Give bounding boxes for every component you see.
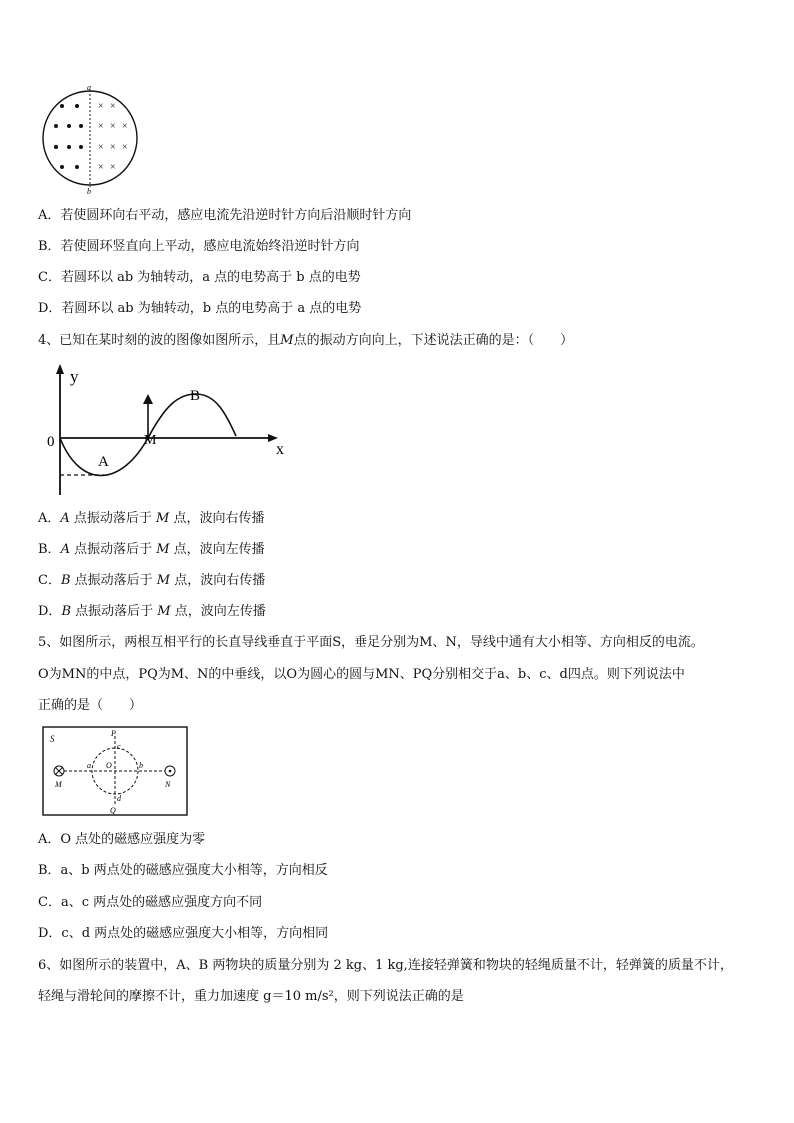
q4-option-c: C．B 点振动落后于 M 点，波向右传播 xyxy=(38,573,266,588)
q5-option-c: C．a、c 两点处的磁感应强度方向不同 xyxy=(38,895,263,910)
crosses-into-page xyxy=(98,101,128,173)
q5-option-a: A．O 点处的磁感应强度为零 xyxy=(38,832,206,847)
label-b: b xyxy=(87,187,91,196)
label-a: a xyxy=(87,83,91,92)
q4-stem: 4、已知在某时刻的波的图像如图所示，且M点的振动方向向上，下述说法正确的是：（ ） xyxy=(38,333,574,348)
y-axis-label: y xyxy=(70,367,79,386)
point-b-label: B xyxy=(190,388,201,404)
q5-option-d: D．c、d 两点处的磁感应强度大小相等，方向相同 xyxy=(38,926,329,941)
point-m-label: M xyxy=(144,433,157,448)
q4-option-b: B．A 点振动落后于 M 点，波向左传播 xyxy=(38,542,265,557)
q3-option-b: B．若使圆环竖直向上平动，感应电流始终沿逆时针方向 xyxy=(38,239,360,254)
label-s: S xyxy=(50,734,55,744)
svg-text:×: × xyxy=(122,121,128,132)
parallel-wires-figure xyxy=(42,726,190,818)
y-axis-arrow xyxy=(56,364,64,374)
x-axis-label: x xyxy=(276,441,284,458)
dots-out-of-page xyxy=(54,104,83,169)
svg-text:×: × xyxy=(98,101,104,112)
svg-text:×: × xyxy=(110,142,116,153)
point-a-label: A xyxy=(98,454,109,470)
q3-option-c: C．若圆环以 ab 为轴转动，a 点的电势高于 b 点的电势 xyxy=(38,270,361,285)
label-n: N xyxy=(165,780,171,789)
q4-option-d: D．B 点振动落后于 M 点，波向左传播 xyxy=(38,604,266,619)
q3-option-a: A．若使圆环向右平动，感应电流先沿逆时针方向后沿顺时针方向 xyxy=(38,208,412,223)
q4-option-a: A．A 点振动落后于 M 点，波向右传播 xyxy=(38,511,265,526)
q3-option-d: D．若圆环以 ab 为轴转动，b 点的电势高于 a 点的电势 xyxy=(38,301,362,316)
label-p: P xyxy=(111,729,116,738)
origin-label: 0 xyxy=(47,434,55,450)
q6-stem-line2: 轻绳与滑轮间的摩擦不计，重力加速度 g＝10 m/s²，则下列说法正确的是 xyxy=(38,989,464,1004)
svg-text:×: × xyxy=(122,142,128,153)
label-o: O xyxy=(106,761,112,770)
magnetic-ring-figure xyxy=(38,82,148,197)
label-m: M xyxy=(55,780,62,789)
q5-option-b: B．a、b 两点处的磁感应强度大小相等，方向相反 xyxy=(38,863,328,878)
q6-stem-line1: 6、如图所示的装置中，A、B 两物块的质量分别为 2 kg、1 kg,连接轻弹簧和物块的轻绳质量不计，轻弹簧的质量不计， xyxy=(38,958,733,973)
svg-text:×: × xyxy=(110,162,116,173)
svg-text:×: × xyxy=(110,101,116,112)
wire-m-into-page xyxy=(54,766,64,776)
wire-n-out-of-page xyxy=(165,766,175,776)
q5-stem-line1: 5、如图所示，两根互相平行的长直导线垂直于平面S，垂足分别为M、N，导线中通有大小相等、方向相反的电流。 xyxy=(38,635,704,650)
label-q: Q xyxy=(110,806,116,815)
label-c: c xyxy=(117,742,121,751)
svg-text:×: × xyxy=(98,162,104,173)
q5-stem-line2: O为MN的中点，PQ为M、N的中垂线，以O为圆心的圆与MN、PQ分别相交于a、b、c、d四点。则下列说法中 xyxy=(38,667,685,682)
svg-text:×: × xyxy=(110,121,116,132)
svg-text:×: × xyxy=(98,142,104,153)
label-b: b xyxy=(139,761,143,770)
q5-stem-line3: 正确的是（ ） xyxy=(38,698,143,713)
wave-graph xyxy=(40,362,300,502)
svg-text:×: × xyxy=(98,121,104,132)
label-a: a xyxy=(87,761,91,770)
m-velocity-arrowhead xyxy=(143,394,153,404)
label-d: d xyxy=(117,794,121,803)
